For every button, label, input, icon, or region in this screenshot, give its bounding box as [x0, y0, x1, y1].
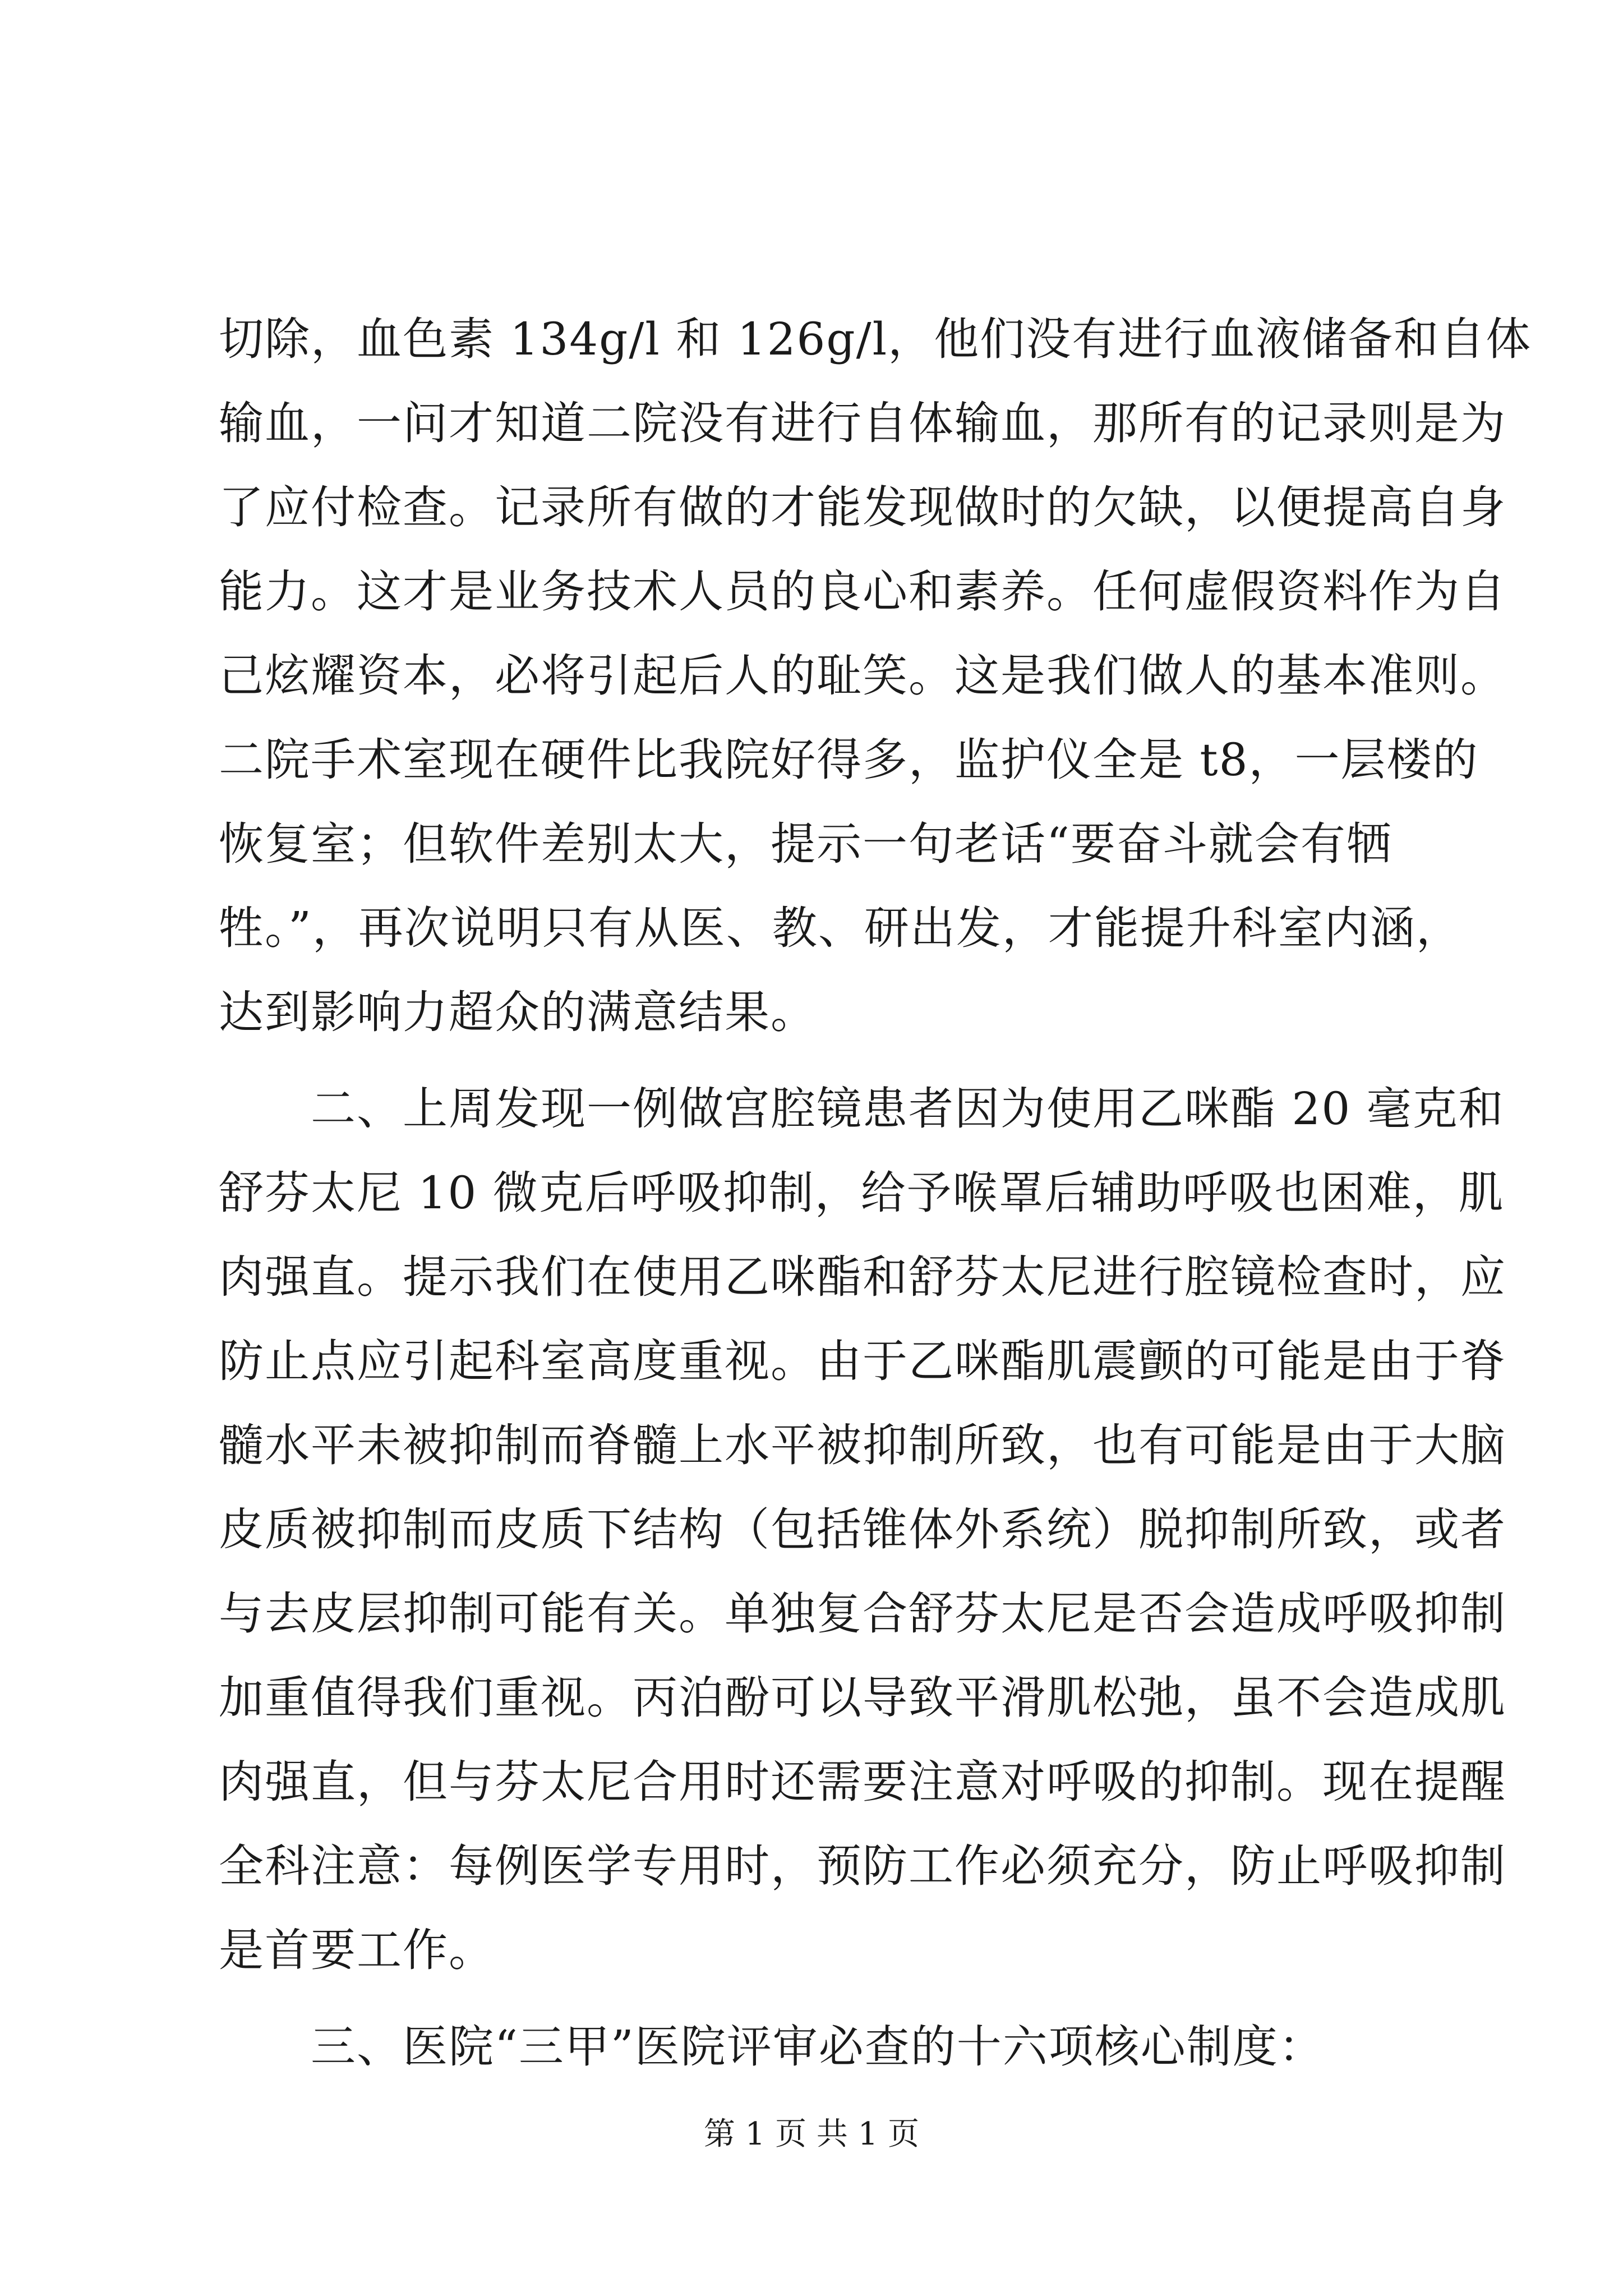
text-line: 二、上周发现一例做宫腔镜患者因为使用乙咪酯 20 毫克和 — [219, 1083, 1505, 1135]
text-line: 牲。”，再次说明只有从医、教、研出发，才能提升科室内涵， — [219, 902, 1462, 954]
text-line: 肉强直，但与芬太尼合用时还需要注意对呼吸的抑制。现在提醒 — [219, 1756, 1506, 1808]
text-line: 了应付检查。记录所有做的才能发现做时的欠缺，以便提高自身 — [219, 481, 1506, 533]
paragraph-3 — [219, 2005, 1424, 2089]
text-line: 肉强直。提示我们在使用乙咪酯和舒芬太尼进行腔镜检查时，应 — [219, 1251, 1506, 1303]
paragraph-spacer — [219, 1993, 1424, 2005]
text-line: 输血，一问才知道二院没有进行自体输血，那所有的记录则是为 — [219, 397, 1506, 449]
text-line: 全科注意：每例医学专用时，预防工作必须充分，防止呼吸抑制 — [219, 1840, 1506, 1892]
page-footer: 第 1 页 共 1 页 — [703, 2116, 920, 2152]
text-line: 是首要工作。 — [219, 1924, 495, 1976]
text-line: 二院手术室现在硬件比我院好得多，监护仪全是 t8，一层楼的 — [219, 734, 1479, 786]
paragraph-2 — [219, 1067, 1506, 1993]
text-line: 髓水平未被抑制而脊髓上水平被抑制所致，也有可能是由于大脑 — [219, 1419, 1506, 1471]
text-line: 皮质被抑制而皮质下结构（包括锥体外系统）脱抑制所致，或者 — [219, 1503, 1506, 1556]
paragraph-1 — [219, 297, 1532, 1055]
text-line: 舒芬太尼 10 微克后呼吸抑制，给予喉罩后辅助呼吸也困难，肌 — [219, 1167, 1505, 1219]
text-line: 切除，血色素 134g/l 和 126g/l，他们没有进行血液储备和自体 — [219, 313, 1532, 365]
text-line: 达到影响力超众的满意结果。 — [219, 986, 817, 1038]
text-line: 恢复室；但软件差别太大，提示一句老话“要奋斗就会有牺 — [219, 818, 1393, 870]
text-line: 加重值得我们重视。丙泊酚可以导致平滑肌松弛，虽不会造成肌 — [219, 1672, 1506, 1724]
text-line: 己炫耀资本，必将引起后人的耻笑。这是我们做人的基本准则。 — [219, 650, 1506, 702]
text-line: 与去皮层抑制可能有关。单独复合舒芬太尼是否会造成呼吸抑制 — [219, 1588, 1506, 1640]
document-body — [219, 297, 1532, 2089]
paragraph-spacer — [219, 1055, 1424, 1067]
text-line: 三、医院“三甲”医院评审必查的十六项核心制度： — [219, 2021, 1325, 2073]
text-line: 能力。这才是业务技术人员的良心和素养。任何虚假资料作为自 — [219, 565, 1506, 618]
text-line: 防止点应引起科室高度重视。由于乙咪酯肌震颤的可能是由于脊 — [219, 1335, 1506, 1387]
